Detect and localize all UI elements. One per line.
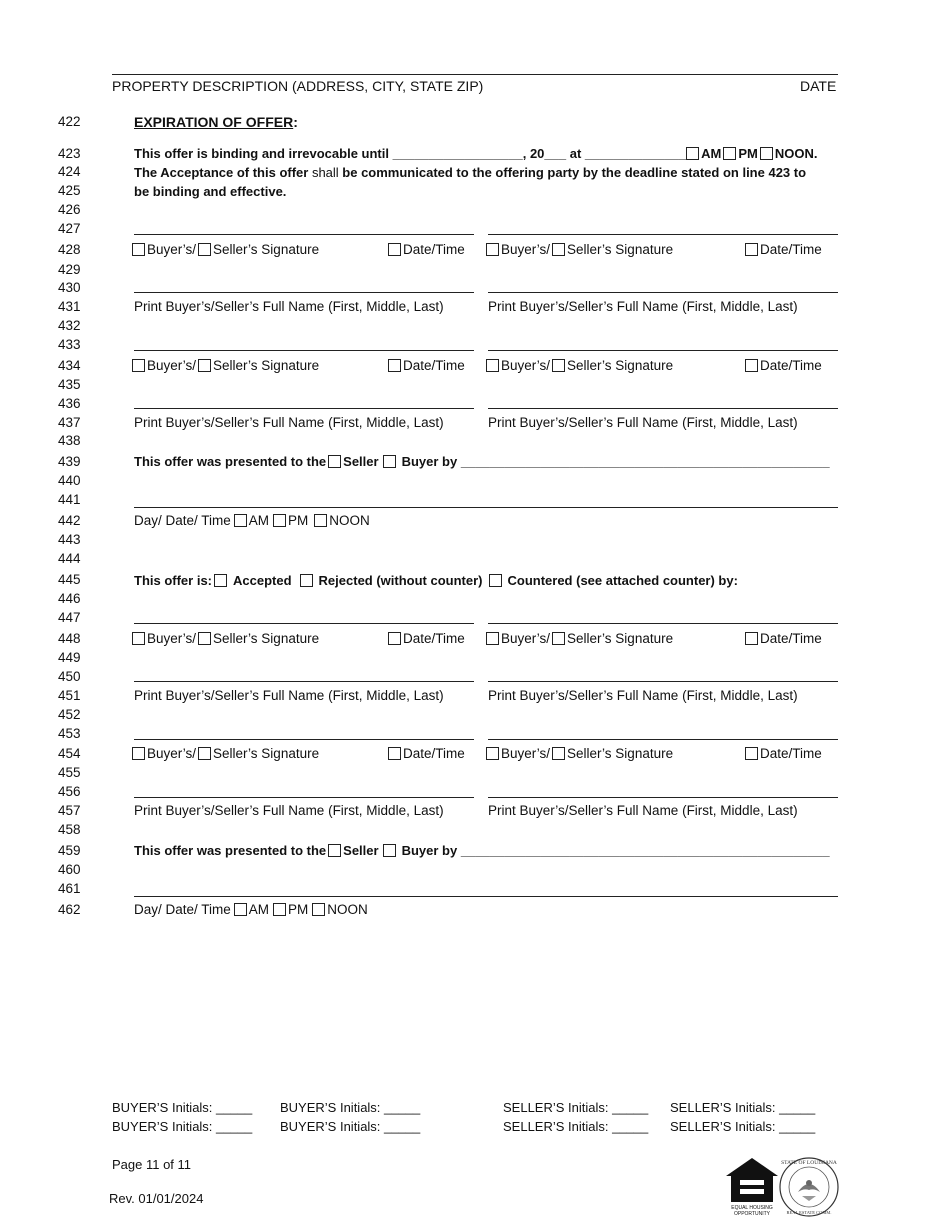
binding-statement: This offer is binding and irrevocable until __________________, 20___ at ______________ AM PM NOON. [134,146,818,161]
line-number: 436 [58,396,81,411]
seller-checkbox[interactable] [198,747,211,760]
accepted-checkbox[interactable] [214,574,227,587]
datetime-row [745,242,822,257]
line-number: 433 [58,337,81,352]
print-name-label: Print Buyer’s/Seller’s Full Name (First, Middle, Last) [134,415,444,430]
daydate-am-checkbox-1[interactable] [234,514,247,527]
signature-label-row [132,358,319,373]
datetime-checkbox[interactable] [745,243,758,256]
date-label: DATE [800,78,837,94]
seller-signature-label: Seller’s Signature [567,358,674,373]
print-name-label: Print Buyer’s/Seller’s Full Name (First, Middle, Last) [488,299,798,314]
datetime-checkbox[interactable] [745,632,758,645]
buyer-label: Buyer’s/ [501,358,551,373]
line-number: 435 [58,377,81,392]
property-description-label: PROPERTY DESCRIPTION (ADDRESS, CITY, STATE ZIP) [112,78,484,94]
seller-signature-label: Seller’s Signature [213,358,320,373]
presented-buyer-checkbox-2[interactable] [383,844,396,857]
datetime-checkbox[interactable] [745,359,758,372]
print-name-line [134,797,474,798]
seller-signature-label: Seller’s Signature [567,631,674,646]
seller-initials-2a: SELLER’S Initials: _____ [503,1119,649,1134]
daydate-am-checkbox-2[interactable] [234,903,247,916]
revision-date: Rev. 01/01/2024 [109,1191,204,1206]
presented-buyer-checkbox-1[interactable] [383,455,396,468]
presented-statement-1: This offer was presented to the Seller Buyer by ___________________________________________________ [134,454,830,469]
datetime-label: Date/Time [760,242,822,257]
seller-signature-label: Seller’s Signature [213,746,320,761]
buyer-initials-2b: BUYER’S Initials: _____ [280,1119,421,1134]
line-number: 438 [58,433,81,448]
line-number: 437 [58,415,81,430]
pm-checkbox[interactable] [723,147,736,160]
presented-rule-2 [134,896,838,897]
line-number: 457 [58,803,81,818]
buyer-checkbox[interactable] [486,359,499,372]
datetime-label: Date/Time [403,242,465,257]
line-number: 442 [58,513,81,528]
seller-checkbox[interactable] [552,747,565,760]
line-number: 445 [58,572,81,587]
signature-label-row [132,242,319,257]
buyer-checkbox[interactable] [132,243,145,256]
line-number: 446 [58,591,81,606]
seller-initials-2b: SELLER’S Initials: _____ [670,1119,816,1134]
line-number: 439 [58,454,81,469]
seller-checkbox[interactable] [552,632,565,645]
print-name-label: Print Buyer’s/Seller’s Full Name (First, Middle, Last) [488,415,798,430]
seller-checkbox[interactable] [198,632,211,645]
noon-checkbox[interactable] [760,147,773,160]
daydate-noon-checkbox-1[interactable] [314,514,327,527]
buyer-initials-1a: BUYER’S Initials: _____ [112,1100,253,1115]
print-name-label: Print Buyer’s/Seller’s Full Name (First, Middle, Last) [488,803,798,818]
rejected-checkbox[interactable] [300,574,313,587]
equal-housing-icon [724,1156,780,1216]
line-number: 431 [58,299,81,314]
signature-line [134,623,474,624]
print-name-line [134,408,474,409]
line-number: 441 [58,492,81,507]
signature-line [488,234,838,235]
line-number: 443 [58,532,81,547]
daydate-row-2: Day/ Date/ Time AM PM NOON [134,902,368,917]
svg-text:EQUAL HOUSING: EQUAL HOUSING [731,1205,773,1211]
daydate-noon-checkbox-2[interactable] [312,903,325,916]
signature-label-row [486,631,673,646]
seller-signature-label: Seller’s Signature [567,746,674,761]
signature-line [488,739,838,740]
buyer-initials-1b: BUYER’S Initials: _____ [280,1100,421,1115]
datetime-label: Date/Time [760,358,822,373]
print-name-line [488,408,838,409]
seller-checkbox[interactable] [552,359,565,372]
print-name-line [488,681,838,682]
signature-label-row [132,631,319,646]
section-title: EXPIRATION OF OFFER: [134,114,298,130]
seller-signature-label: Seller’s Signature [213,631,320,646]
datetime-row [388,746,465,761]
buyer-checkbox[interactable] [132,359,145,372]
signature-label-row [132,746,319,761]
seller-signature-label: Seller’s Signature [567,242,674,257]
datetime-checkbox[interactable] [388,632,401,645]
buyer-checkbox[interactable] [486,747,499,760]
line-number: 454 [58,746,81,761]
print-name-label: Print Buyer’s/Seller’s Full Name (First, Middle, Last) [134,299,444,314]
datetime-row [388,242,465,257]
line-number: 447 [58,610,81,625]
print-name-line [134,681,474,682]
daydate-row-1: Day/ Date/ Time AM PM NOON [134,513,370,528]
buyer-label: Buyer’s/ [501,631,551,646]
line-number: 456 [58,784,81,799]
line-number: 459 [58,843,81,858]
print-name-label: Print Buyer’s/Seller’s Full Name (First, Middle, Last) [134,803,444,818]
line-number: 432 [58,318,81,333]
buyer-label: Buyer’s/ [501,746,551,761]
buyer-label: Buyer’s/ [147,746,197,761]
header-rule [112,74,838,75]
louisiana-seal-icon [778,1156,840,1218]
buyer-checkbox[interactable] [486,243,499,256]
line-number: 462 [58,902,81,917]
buyer-initials-2a: BUYER’S Initials: _____ [112,1119,253,1134]
datetime-row [388,358,465,373]
datetime-row [745,358,822,373]
buyer-label: Buyer’s/ [147,358,197,373]
line-number: 430 [58,280,81,295]
buyer-checkbox[interactable] [486,632,499,645]
line-number: 452 [58,707,81,722]
line-number: 424 [58,164,81,179]
signature-label-row [486,358,673,373]
presented-rule-1 [134,507,838,508]
signature-line [134,739,474,740]
buyer-checkbox[interactable] [132,747,145,760]
svg-text:STATE OF LOUISIANA: STATE OF LOUISIANA [781,1160,837,1166]
datetime-row [745,746,822,761]
seller-initials-1b: SELLER’S Initials: _____ [670,1100,816,1115]
page-number: Page 11 of 11 [112,1157,192,1172]
line-number: 427 [58,221,81,236]
line-number: 440 [58,473,81,488]
am-checkbox[interactable] [686,147,699,160]
line-number: 434 [58,358,81,373]
line-number: 451 [58,688,81,703]
line-number: 449 [58,650,81,665]
seller-initials-1a: SELLER’S Initials: _____ [503,1100,649,1115]
datetime-checkbox[interactable] [388,747,401,760]
seller-checkbox[interactable] [198,359,211,372]
line-number: 422 [58,114,81,129]
buyer-checkbox[interactable] [132,632,145,645]
line-number: 429 [58,262,81,277]
datetime-label: Date/Time [760,746,822,761]
datetime-checkbox[interactable] [388,359,401,372]
line-number: 450 [58,669,81,684]
line-number: 458 [58,822,81,837]
print-name-label: Print Buyer’s/Seller’s Full Name (First, Middle, Last) [134,688,444,703]
line-number: 423 [58,146,81,161]
seller-signature-label: Seller’s Signature [213,242,320,257]
print-name-line [488,797,838,798]
daydate-pm-checkbox-2[interactable] [273,903,286,916]
print-name-line [134,292,474,293]
signature-line [488,350,838,351]
acceptance-statement: The Acceptance of this offer shall be communicated to the offering party by the deadline stated on line 423 to be binding and effective. [134,165,807,199]
line-number: 428 [58,242,81,257]
line-number: 444 [58,551,81,566]
daydate-pm-checkbox-1[interactable] [273,514,286,527]
datetime-label: Date/Time [403,358,465,373]
signature-line [134,350,474,351]
offer-status: This offer is: Accepted Rejected (without counter) Countered (see attached counter) by: [134,573,738,588]
signature-label-row [486,746,673,761]
svg-text:REAL ESTATE COMM.: REAL ESTATE COMM. [786,1210,832,1215]
presented-statement-2: This offer was presented to the Seller Buyer by ___________________________________________________ [134,843,830,858]
signature-line [134,234,474,235]
line-number: 425 [58,183,81,198]
seller-checkbox[interactable] [552,243,565,256]
seller-checkbox[interactable] [198,243,211,256]
datetime-row [388,631,465,646]
signature-label-row [486,242,673,257]
datetime-label: Date/Time [760,631,822,646]
svg-text:OPPORTUNITY: OPPORTUNITY [733,1211,771,1216]
line-number: 448 [58,631,81,646]
signature-line [488,623,838,624]
line-number: 455 [58,765,81,780]
line-number: 461 [58,881,81,896]
datetime-label: Date/Time [403,746,465,761]
buyer-label: Buyer’s/ [501,242,551,257]
buyer-label: Buyer’s/ [147,631,197,646]
line-number: 460 [58,862,81,877]
buyer-label: Buyer’s/ [147,242,197,257]
presented-seller-checkbox-2[interactable] [328,844,341,857]
print-name-line [488,292,838,293]
countered-checkbox[interactable] [489,574,502,587]
presented-seller-checkbox-1[interactable] [328,455,341,468]
line-number: 426 [58,202,81,217]
datetime-row [745,631,822,646]
print-name-label: Print Buyer’s/Seller’s Full Name (First, Middle, Last) [488,688,798,703]
datetime-checkbox[interactable] [745,747,758,760]
datetime-label: Date/Time [403,631,465,646]
datetime-checkbox[interactable] [388,243,401,256]
line-number: 453 [58,726,81,741]
